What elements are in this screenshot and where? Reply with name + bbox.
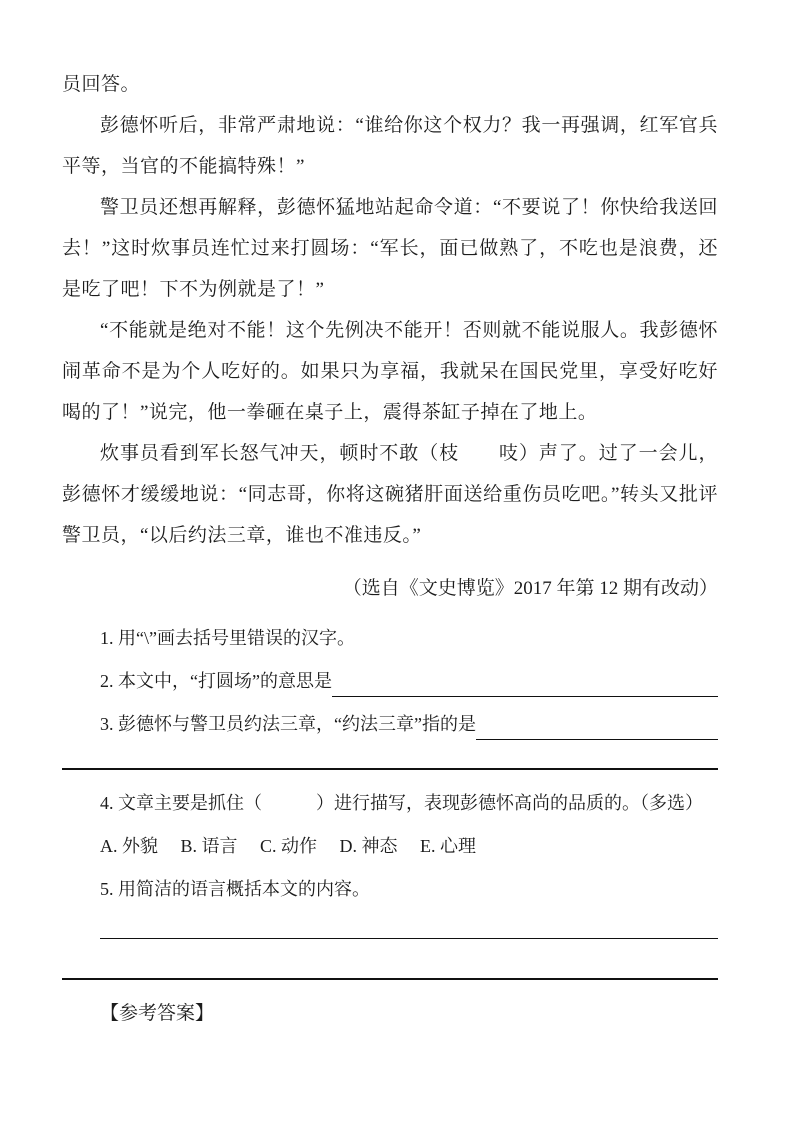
story-paragraph-2: 彭德怀听后，非常严肃地说：“谁给你这个权力？我一再强调，红军官兵平等，当官的不能搞特殊！” bbox=[62, 115, 718, 177]
question-5 bbox=[62, 868, 718, 911]
question-4-options bbox=[62, 825, 718, 868]
question-5-text: 5. 用简洁的语言概括本文的内容。 bbox=[100, 879, 370, 899]
story-paragraph-5: 炊事员看到军长怒气冲天，顿时不敢（枝 吱）声了。过了一会儿，彭德怀才缓缓地说：“同志哥，你将这碗猪肝面送给重伤员吃吧。”转头又批评警卫员，“以后约法三章，谁也不准违反。” bbox=[62, 443, 718, 546]
question-2-answer-blank bbox=[332, 660, 718, 697]
story-paragraph-4: “不能就是绝对不能！这个先例决不能开！否则就不能说服人。我彭德怀闹革命不是为个人吃好的。如果只为享福，我就呆在国民党里，享受好吃好喝的了！”说完，他一拳砸在桌子上，震得茶缸子掉在了地上。 bbox=[62, 320, 718, 423]
question-3 bbox=[62, 703, 718, 746]
question-1 bbox=[62, 617, 718, 660]
question-3-text: 3. 彭德怀与警卫员约法三章，“约法三章”指的是 bbox=[100, 714, 476, 734]
source-attribution: （选自《文史博览》2017 年第 12 期有改动） bbox=[342, 578, 718, 599]
question-4-options-text: A. 外貌 B. 语言 C. 动作 D. 神态 E. 心理 bbox=[100, 836, 477, 856]
questions-section bbox=[62, 617, 718, 1035]
question-4 bbox=[62, 782, 718, 825]
answer-key-header: 【参考答案】 bbox=[100, 1003, 215, 1024]
question-5-answer-blank bbox=[100, 938, 718, 939]
section-divider-2 bbox=[62, 978, 718, 980]
question-1-text: 1. 用“\”画去括号里错误的汉字。 bbox=[100, 628, 355, 648]
story-paragraph-3: 警卫员还想再解释，彭德怀猛地站起命令道：“不要说了！你快给我送回去！”这时炊事员连忙过来打圆场：“军长，面已做熟了，不吃也是浪费，还是吃了吧！下不为例就是了！” bbox=[62, 197, 718, 300]
question-4-text: 4. 文章主要是抓住（ ）进行描写，表现彭德怀高尚的品质的。（多选） bbox=[100, 793, 703, 813]
question-2 bbox=[62, 660, 718, 703]
section-divider-1 bbox=[62, 768, 718, 770]
question-3-answer-blank bbox=[476, 703, 718, 740]
question-2-text: 2. 本文中，“打圆场”的意思是 bbox=[100, 671, 332, 691]
story-paragraph-continuation: 员回答。 bbox=[62, 74, 141, 95]
